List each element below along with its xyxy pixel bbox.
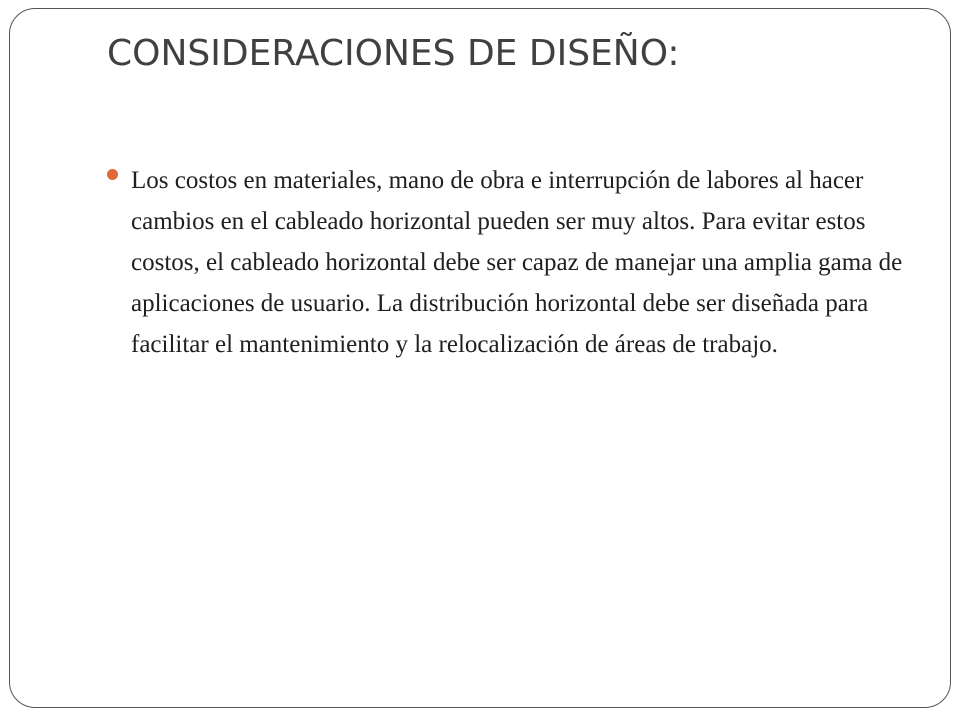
bullet-text: Los costos en materiales, mano de obra e interrupción de labores al hacer cambios en el cableado horizontal pueden ser muy altos. Para evitar estos costos, el cableado horizontal debe ser capaz de manejar una amplia gama de aplicaciones de usuario. La distribución horizontal debe ser diseñada para facilitar el mantenimiento y la relocalización de áreas de trabajo.	[131, 167, 903, 358]
bullet-item	[107, 160, 922, 365]
slide-title: CONSIDERACIONES DE DISEÑO:	[107, 33, 680, 74]
slide-content	[107, 160, 922, 365]
bullet-dot-icon	[107, 169, 118, 180]
